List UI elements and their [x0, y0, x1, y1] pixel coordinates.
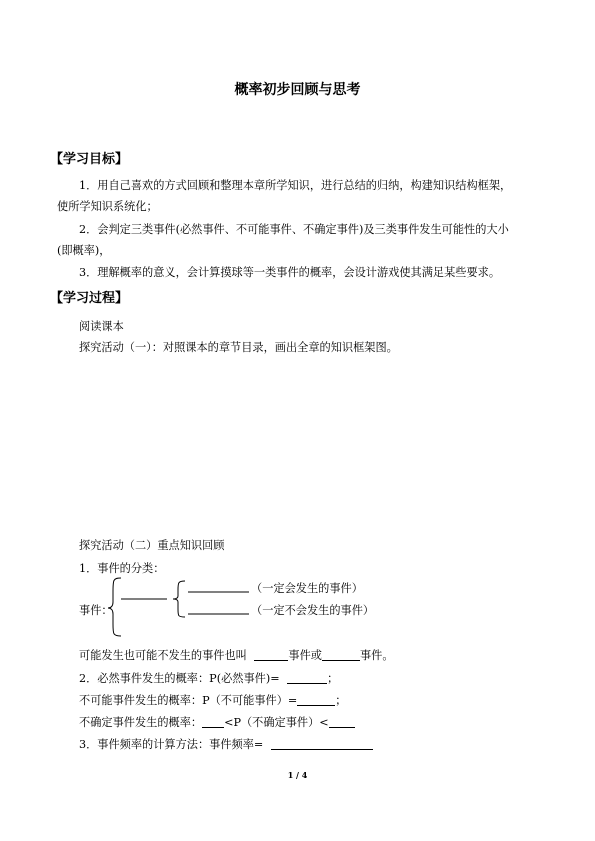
uncertain-probability-mid: <P（不确定事件）< [224, 716, 329, 729]
impossible-event-note: （一定不会发生的事件） [251, 604, 375, 617]
goal-1-line-2: 使所学知识系统化； [57, 200, 158, 213]
goal-3: 3．理解概率的意义，会计算摸球等一类事件的概率，会设计游戏使其满足某些要求。 [79, 266, 501, 279]
small-brace [173, 581, 185, 617]
impossible-probability-line [79, 692, 346, 708]
impossible-probability-text: 不可能事件发生的概率：P（不可能事件）= [79, 694, 298, 707]
event-label: 事件 [79, 604, 102, 617]
certain-probability-end: ； [327, 672, 339, 685]
certain-event-note: （一定会发生的事件） [251, 582, 363, 595]
read-textbook: 阅读课本 [79, 320, 124, 333]
possible-event-prefix: 可能发生也可能不发生的事件也叫 [79, 649, 247, 662]
uncertain-name-blank-2[interactable] [322, 648, 360, 661]
uncertain-probability-text: 不确定事件发生的概率： [79, 716, 203, 729]
page-number: 1 / 4 [287, 770, 308, 780]
uncertain-upper-blank[interactable] [329, 715, 355, 728]
event-label-row [79, 602, 113, 618]
question-1: 1．事件的分类： [79, 562, 165, 575]
possible-event-suffix: 事件。 [359, 649, 394, 662]
frequency-blank[interactable] [271, 737, 373, 750]
goal-2-line-2: (即概率)， [57, 244, 111, 257]
activity-2: 探究活动（二）重点知识回顾 [79, 539, 225, 552]
impossible-probability-end: ； [335, 694, 347, 707]
goals-heading: 【学习目标】 [50, 152, 129, 167]
certain-probability-blank[interactable] [287, 671, 327, 684]
process-heading: 【学习过程】 [50, 291, 129, 306]
goal-1-line-1: 1．用自己喜欢的方式回顾和整理本章所学知识，进行总结的归纳，构建知识结构框架， [79, 179, 512, 192]
uncertain-lower-blank[interactable] [202, 715, 224, 728]
frequency-text: 3．事件频率的计算方法：事件频率= [79, 738, 264, 751]
page-title: 概率初步回顾与思考 [234, 82, 361, 98]
impossible-probability-blank[interactable] [297, 693, 335, 706]
activity-1: 探究活动（一）：对照课本的章节目录，画出全章的知识框架图。 [79, 341, 398, 354]
uncertain-probability-line [79, 714, 355, 730]
certain-probability-line [79, 670, 338, 686]
possible-event-mid: 事件或 [288, 649, 322, 662]
event-colon: ： [101, 604, 113, 617]
goal-2-line-1: 2．会判定三类事件(必然事件、不可能事件、不确定事件)及三类事件发生可能性的大小 [79, 223, 509, 236]
uncertain-name-blank-1[interactable] [254, 648, 288, 661]
possible-event-line [79, 647, 394, 663]
certain-probability-text: 2．必然事件发生的概率：P(必然事件)= [79, 672, 280, 685]
frequency-line [79, 736, 373, 752]
